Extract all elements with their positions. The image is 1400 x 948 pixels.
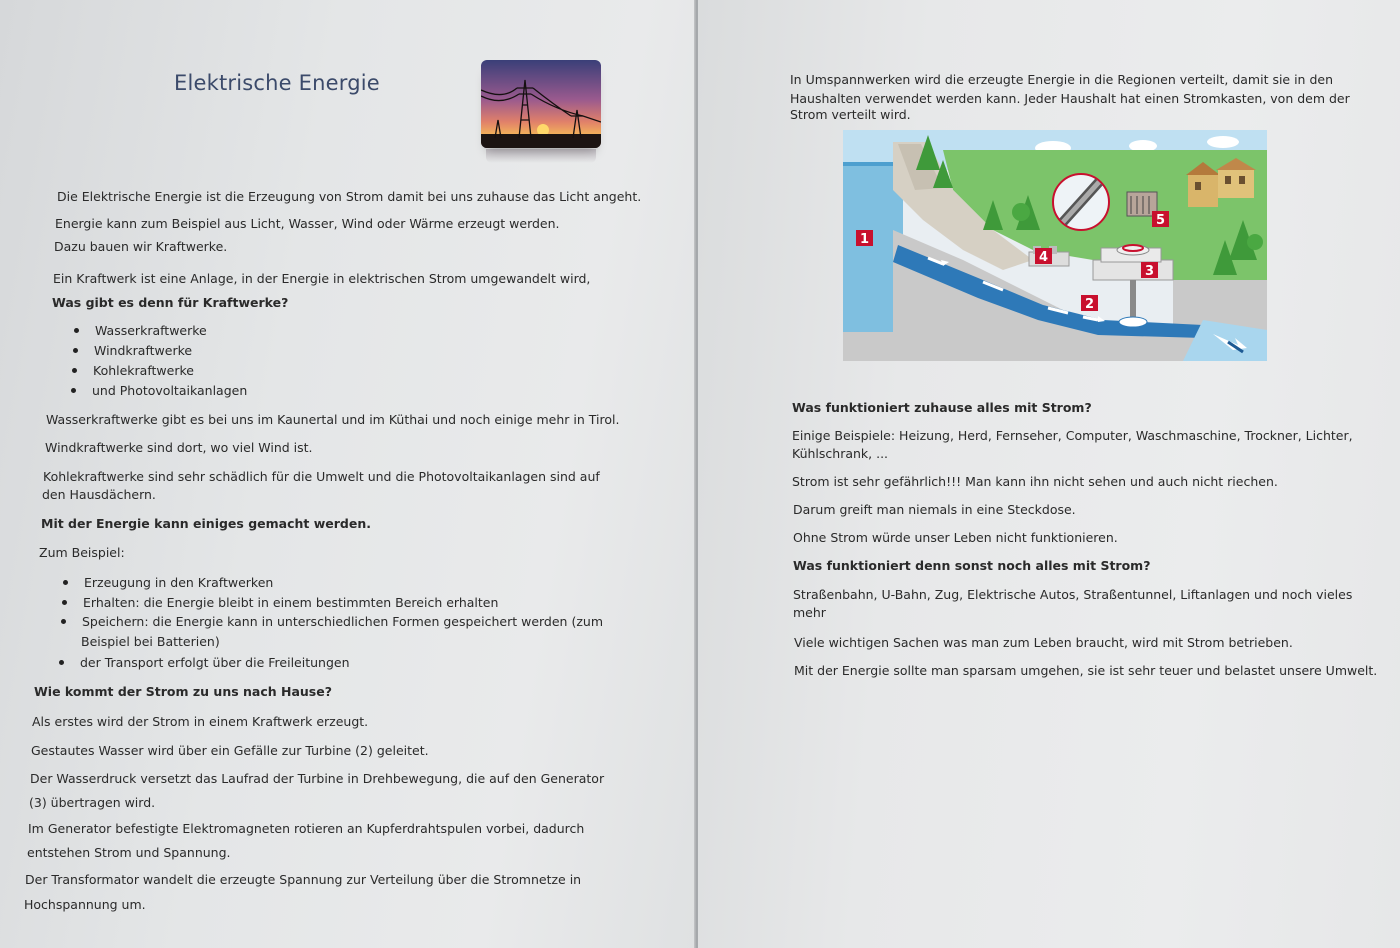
paragraph-transformator-line-2: Hochspannung um. bbox=[24, 897, 146, 912]
intro-paragraph-4: Ein Kraftwerk ist eine Anlage, in der Energie in elektrischen Strom umgewandelt wird, bbox=[53, 271, 591, 286]
hydropower-diagram bbox=[843, 130, 1267, 361]
diagram-label-4: 4 bbox=[1039, 250, 1049, 265]
paragraph-wasserdruck-line-1: Der Wasserdruck versetzt das Laufrad der Turbine in Drehbewegung, die auf den Generator bbox=[30, 771, 605, 786]
paragraph-sparsam: Mit der Energie sollte man sparsam umgehen, sie ist sehr teuer und belastet unsere Umwelt. bbox=[794, 663, 1378, 678]
paragraph-gefaehrlich: Strom ist sehr gefährlich!!! Man kann ihn nicht sehen und auch nicht riechen. bbox=[792, 474, 1278, 489]
list-item: Wasserkraftwerke bbox=[95, 323, 207, 338]
page-title: Elektrische Energie bbox=[174, 71, 380, 95]
intro-line-1: In Umspannwerken wird die erzeugte Energie in die Regionen verteilt, damit sie in den bbox=[790, 72, 1334, 87]
list-item: und Photovoltaikanlagen bbox=[92, 383, 248, 398]
list-item: Windkraftwerke bbox=[94, 343, 193, 358]
heading-kraftwerke: Was gibt es denn für Kraftwerke? bbox=[52, 295, 289, 310]
paragraph-strassenbahn-line-1: Straßenbahn, U-Bahn, Zug, Elektrische Autos, Straßentunnel, Liftanlagen und noch vieles bbox=[793, 587, 1353, 602]
paragraph-generator-line-1: Im Generator befestigte Elektromagneten rotieren an Kupferdrahtspulen vorbei, dadurch bbox=[28, 821, 585, 836]
power-lines-icon bbox=[481, 60, 601, 148]
paragraph-strassenbahn-line-2: mehr bbox=[793, 605, 826, 620]
paragraph-steckdose: Darum greift man niemals in eine Steckdose. bbox=[793, 502, 1076, 517]
paragraph-transformator-line-1: Der Transformator wandelt die erzeugte Spannung zur Verteilung über die Stromnetze in bbox=[25, 872, 582, 887]
heading-strom-nach-hause: Wie kommt der Strom zu uns nach Hause? bbox=[34, 684, 332, 699]
paragraph-wasserdruck-line-2: (3) übertragen wird. bbox=[29, 795, 156, 810]
paragraph-beispiele-line-2: Kühlschrank, ... bbox=[792, 446, 889, 461]
intro-paragraph-3: Dazu bauen wir Kraftwerke. bbox=[54, 239, 228, 254]
paragraph-kohle-line-2: den Hausdächern. bbox=[42, 487, 156, 502]
diagram-label-3: 3 bbox=[1145, 264, 1155, 279]
list-item: Erhalten: die Energie bleibt in einem bestimmten Bereich erhalten bbox=[83, 595, 499, 610]
paragraph-ohne-strom: Ohne Strom würde unser Leben nicht funktionieren. bbox=[793, 530, 1118, 545]
list-item: Erzeugung in den Kraftwerken bbox=[84, 575, 274, 590]
list-item: Kohlekraftwerke bbox=[93, 363, 194, 378]
paragraph-windkraft: Windkraftwerke sind dort, wo viel Wind ist. bbox=[45, 440, 313, 455]
paragraph-wasserkraft: Wasserkraftwerke gibt es bei uns im Kaunertal und im Küthai und noch einige mehr in Tirol. bbox=[46, 412, 620, 427]
paragraph-kohle-line-1: Kohlekraftwerke sind sehr schädlich für die Umwelt und die Photovoltaikanlagen sind auf bbox=[43, 469, 600, 484]
paragraph-gestautes-wasser: Gestautes Wasser wird über ein Gefälle zur Turbine (2) geleitet. bbox=[31, 743, 429, 758]
list-item-continuation: Beispiel bei Batterien) bbox=[81, 634, 220, 649]
diagram-label-2: 2 bbox=[1085, 297, 1095, 312]
paragraph-zum-beispiel: Zum Beispiel: bbox=[39, 545, 125, 560]
heading-zuhause: Was funktioniert zuhause alles mit Strom? bbox=[792, 400, 1092, 415]
intro-line-2: Haushalten verwendet werden kann. Jeder Haushalt hat einen Stromkasten, von dem der bbox=[790, 91, 1350, 106]
intro-paragraph-2: Energie kann zum Beispiel aus Licht, Wasser, Wind oder Wärme erzeugt werden. bbox=[55, 216, 560, 231]
heading-sonst-noch: Was funktioniert denn sonst noch alles mit Strom? bbox=[793, 558, 1151, 573]
paragraph-beispiele-line-1: Einige Beispiele: Heizung, Herd, Fernseher, Computer, Waschmaschine, Trockner, Lichter, bbox=[792, 428, 1353, 443]
paragraph-als-erstes: Als erstes wird der Strom in einem Kraftwerk erzeugt. bbox=[32, 714, 369, 729]
intro-paragraph-1: Die Elektrische Energie ist die Erzeugung von Strom damit bei uns zuhause das Licht angeht. bbox=[57, 189, 642, 204]
diagram-label-5: 5 bbox=[1156, 213, 1166, 228]
list-item: der Transport erfolgt über die Freileitungen bbox=[80, 655, 350, 670]
diagram-label-1: 1 bbox=[860, 232, 870, 247]
paragraph-wichtige-sachen: Viele wichtigen Sachen was man zum Leben braucht, wird mit Strom betrieben. bbox=[794, 635, 1293, 650]
power-lines-photo bbox=[481, 60, 601, 148]
left-page bbox=[0, 0, 696, 948]
intro-line-3: Strom verteilt wird. bbox=[790, 107, 911, 122]
heading-energie: Mit der Energie kann einiges gemacht werden. bbox=[41, 516, 371, 531]
photo-reflection bbox=[486, 149, 596, 163]
paragraph-generator-line-2: entstehen Strom und Spannung. bbox=[27, 845, 231, 860]
list-item: Speichern: die Energie kann in unterschiedlichen Formen gespeichert werden (zum bbox=[82, 614, 603, 629]
